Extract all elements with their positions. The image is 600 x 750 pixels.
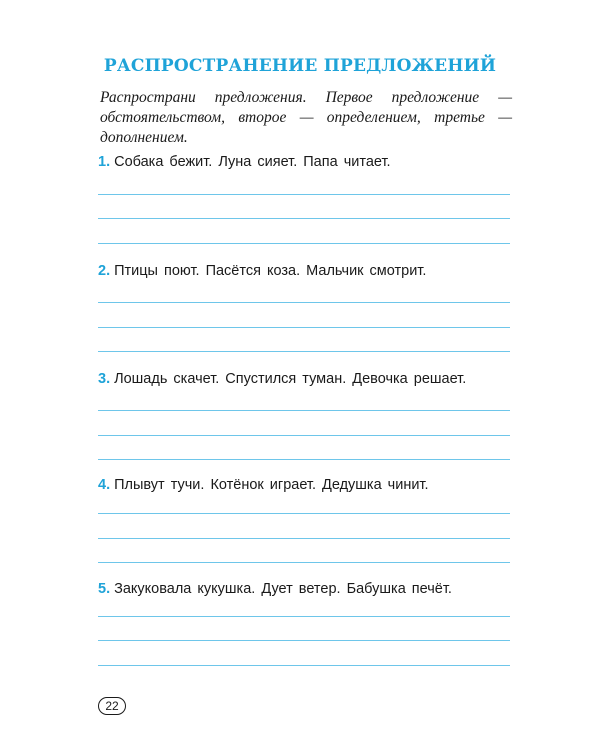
writing-line[interactable] (98, 513, 510, 514)
writing-line[interactable] (98, 640, 510, 641)
writing-line[interactable] (98, 218, 510, 219)
exercise-number: 2. (98, 263, 111, 279)
writing-line[interactable] (98, 302, 510, 303)
exercise-sentences: Закуковала кукушка. Дует ветер. Бабушка печёт. (114, 581, 452, 597)
exercise-2-prompt (98, 261, 510, 281)
exercise-1-prompt (98, 152, 510, 172)
writing-line[interactable] (98, 616, 510, 617)
writing-line[interactable] (98, 459, 510, 460)
writing-line[interactable] (98, 435, 510, 436)
writing-line[interactable] (98, 562, 510, 563)
writing-line[interactable] (98, 243, 510, 244)
exercise-5-prompt (98, 579, 510, 599)
writing-line[interactable] (98, 351, 510, 352)
exercise-sentences: Плывут тучи. Котёнок играет. Дедушка чинит. (114, 477, 429, 493)
exercise-number: 4. (98, 477, 111, 493)
exercise-sentences: Собака бежит. Луна сияет. Папа читает. (114, 154, 391, 170)
page-title: РАСПРОСТРАНЕНИЕ ПРЕДЛОЖЕНИЙ (103, 56, 497, 76)
writing-line[interactable] (98, 194, 510, 195)
writing-line[interactable] (98, 665, 510, 666)
exercise-number: 5. (98, 581, 111, 597)
exercise-sentences: Птицы поют. Пасётся коза. Мальчик смотрит. (114, 263, 427, 279)
exercise-1 (98, 152, 510, 172)
exercise-sentences: Лошадь скачет. Спустился туман. Девочка решает. (114, 371, 467, 387)
writing-line[interactable] (98, 327, 510, 328)
exercise-3 (98, 369, 510, 389)
writing-line[interactable] (98, 410, 510, 411)
exercise-5 (98, 579, 510, 599)
exercise-number: 3. (98, 371, 111, 387)
exercise-2 (98, 261, 510, 281)
exercise-4-prompt (98, 475, 510, 495)
exercise-3-prompt (98, 369, 510, 389)
exercise-4 (98, 475, 510, 495)
exercise-number: 1. (98, 154, 111, 170)
instruction-text: Распространи предложения. Первое предложение — обстоятельством, второе — определением, третье — дополнением. (100, 89, 512, 146)
page-number-badge: 22 (98, 697, 126, 715)
writing-line[interactable] (98, 538, 510, 539)
